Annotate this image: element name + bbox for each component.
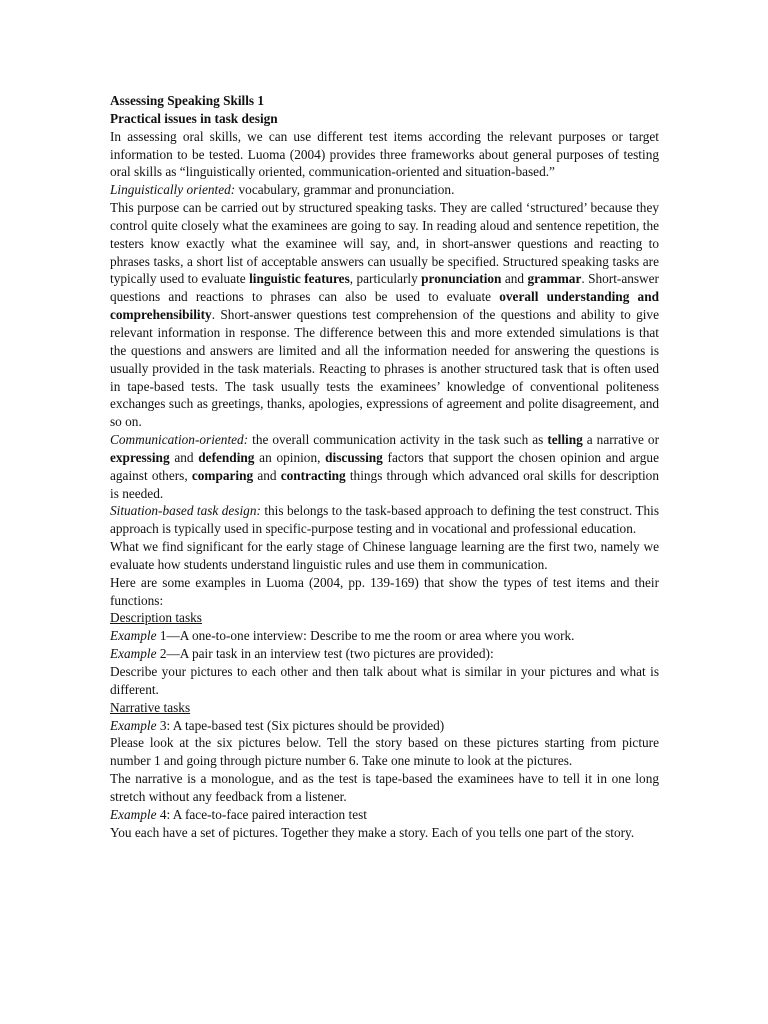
comm-text-6: and xyxy=(253,467,281,483)
structured-text-5: . Short-answer questions test comprehension of the questions and ability to give relevant information in response. The difference between this and more extended simulations is that the questions and answers are limited and all the information needed for answering the questions is usually provided in the task materials. Reacting to phrases is another structured task that is often used in tape-based tests. The task usually tests the examinees’ knowledge of conventional politeness exchanges such as greetings, thanks, apologies, expressions of agreement and polite disagreement, and so on. xyxy=(110,307,659,430)
structured-bold-3: grammar xyxy=(527,271,582,287)
document-page xyxy=(110,92,659,841)
linguistic-text: vocabulary, grammar and pronunciation. xyxy=(235,182,455,198)
situation-text: this belongs to the task-based approach to defining the test construct. This approach is typically used in specific-purpose testing and in vocational and professional education. xyxy=(110,503,659,537)
structured-text-1: This purpose can be carried out by structured speaking tasks. They are called ‘structured’ because they control quite closely what the examinees are going to say. In reading aloud and sentence repetition, the testers know exactly what the examinee will say, and, in short-answer questions and reacting to phrases tasks, a short list of acceptable answers can usually be specified. Structured speaking tasks are typically used to evaluate xyxy=(110,200,659,287)
description-tasks-heading: Description tasks xyxy=(110,610,202,626)
comm-bold-6: contracting xyxy=(280,467,346,483)
example-2-text: 2—A pair task in an interview test (two pictures are provided): xyxy=(156,646,494,662)
comm-bold-4: discussing xyxy=(325,449,383,465)
example-3-description: Please look at the six pictures below. Tell the story based on these pictures starting from picture number 1 and going through picture number 6. Take one minute to look at the pictures. xyxy=(110,735,659,769)
communication-label: Communication-oriented: xyxy=(110,432,249,448)
comm-text-2: a narrative or xyxy=(582,432,659,448)
example-1-label: Example xyxy=(110,628,157,644)
structured-paragraph xyxy=(110,199,659,431)
comm-text-5: factors that support the chosen opinion and argue against others, xyxy=(110,449,659,483)
example-3-label: Example xyxy=(110,717,157,733)
communication-paragraph xyxy=(110,431,659,502)
examples-intro-paragraph: Here are some examples in Luoma (2004, pp. 139-169) that show the types of test items and their functions: xyxy=(110,574,659,608)
structured-bold-1: linguistic features xyxy=(249,271,350,287)
significant-paragraph: What we find significant for the early stage of Chinese language learning are the first two, namely we evaluate how students understand linguistic rules and use them in communication. xyxy=(110,539,659,572)
example-1 xyxy=(110,627,659,645)
linguistic-label: Linguistically oriented: xyxy=(110,182,236,198)
example-3 xyxy=(110,717,659,735)
structured-text-3: and xyxy=(501,271,528,287)
structured-text-4: . Short-answer questions and reactions to phrases can also be used to evaluate xyxy=(110,271,659,305)
structured-bold-2: pronunciation xyxy=(421,271,502,287)
comm-text-4: an opinion, xyxy=(254,449,326,465)
comm-text-1: the overall communication activity in the task such as xyxy=(248,432,548,448)
narrative-tasks-heading: Narrative tasks xyxy=(110,699,191,715)
comm-text-7: things through which advanced oral skills for description is needed. xyxy=(110,467,659,501)
example-4-description: You each have a set of pictures. Together they make a story. Each of you tells one part of the story. xyxy=(110,824,635,840)
situation-label: Situation-based task design: xyxy=(110,503,261,519)
example-2 xyxy=(110,645,659,663)
linguistic-paragraph xyxy=(110,181,659,199)
example-4-label: Example xyxy=(110,806,157,822)
example-2-label: Example xyxy=(110,646,157,662)
monologue-paragraph: The narrative is a monologue, and as the test is tape-based the examinees have to tell it in one long stretch without any feedback from a listener. xyxy=(110,771,659,804)
comm-text-3: and xyxy=(169,449,199,465)
example-2-description: Describe your pictures to each other and then talk about what is similar in your pictures and what is different. xyxy=(110,664,659,697)
example-1-text: 1—A one-to-one interview: Describe to me the room or area where you work. xyxy=(156,628,575,644)
example-3-text: 3: A tape-based test (Six pictures should be provided) xyxy=(156,717,445,733)
comm-bold-5: comparing xyxy=(191,467,254,483)
structured-bold-4: overall understanding and comprehensibility xyxy=(110,289,659,323)
document-subtitle: Practical issues in task design xyxy=(110,110,278,126)
example-4-text: 4: A face-to-face paired interaction test xyxy=(156,806,367,822)
situation-paragraph xyxy=(110,502,659,538)
comm-bold-1: telling xyxy=(547,432,583,448)
structured-text-2: , particularly xyxy=(349,271,422,287)
example-4 xyxy=(110,806,659,824)
intro-paragraph: In assessing oral skills, we can use different test items according the relevant purposes or target information to be tested. Luoma (2004) provides three frameworks about general purposes of testing oral skills as “linguistically oriented, communication-oriented and situation-based.” xyxy=(110,128,659,180)
comm-bold-2: expressing xyxy=(110,449,170,465)
document-title: Assessing Speaking Skills 1 xyxy=(110,93,265,108)
comm-bold-3: defending xyxy=(198,449,255,465)
